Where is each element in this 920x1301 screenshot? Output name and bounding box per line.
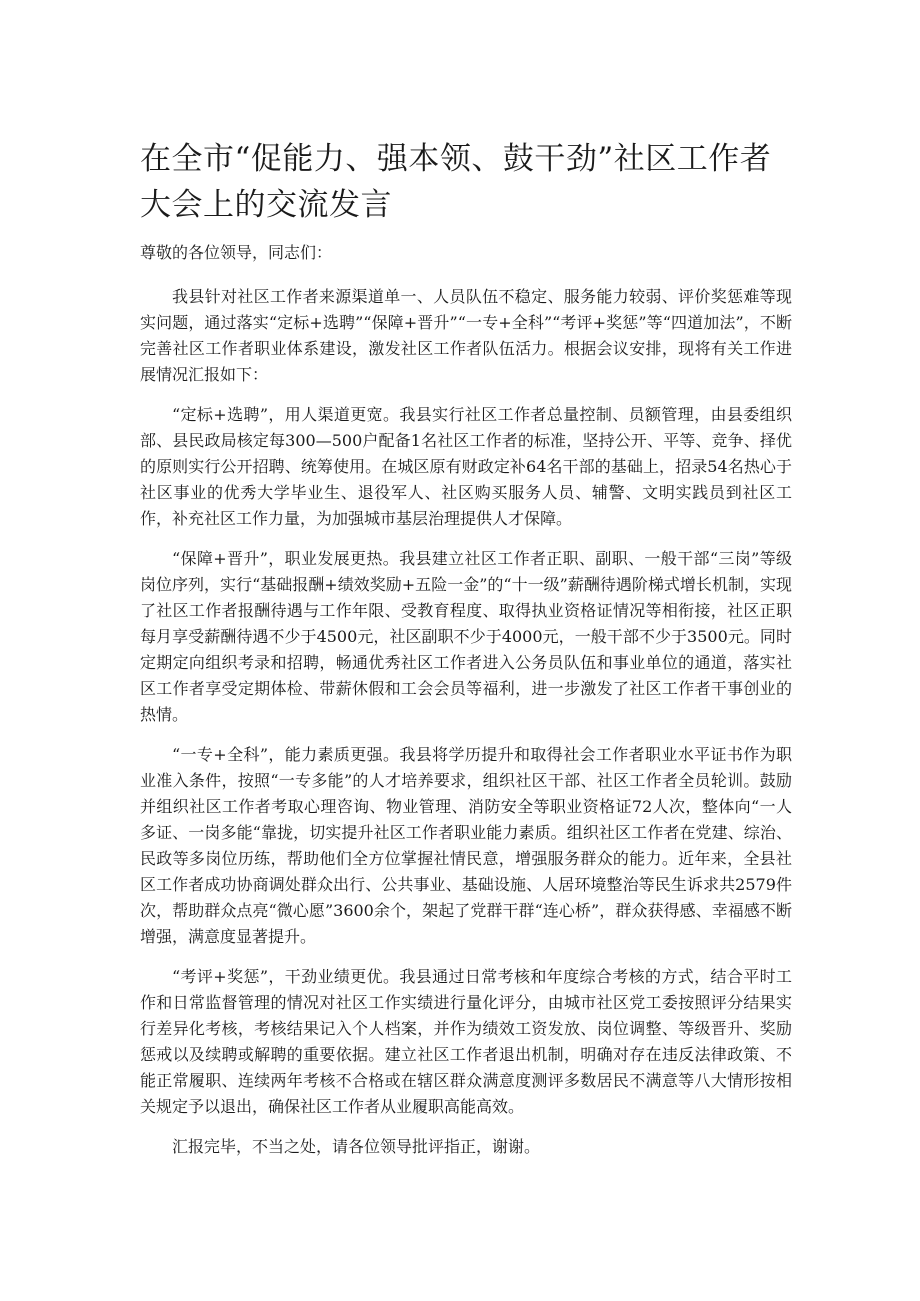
document-body [140, 240, 792, 1174]
paragraph-recruitment: “定标+选聘”，用人渠道更宽。我县实行社区工作者总量控制、员额管理，由县委组织部、县民政局核定每300—500户配备1名社区工作者的标准，坚持公开、平等、竞争、择优的原则实行公开招聘、统筹使用。在城区原有财政定补64名干部的基础上，招录54名热心于社区事业的优秀大学毕业生、退役军人、社区购买服务人员、辅警、文明实践员到社区工作，补充社区工作力量，为加强城市基层治理提供人才保障。 [140, 405, 792, 528]
paragraph-promotion: “保障+晋升”，职业发展更热。我县建立社区工作者正职、副职、一般干部“三岗”等级岗位序列，实行“基础报酬+绩效奖励+五险一金”的“十一级”薪酬待遇阶梯式增长机制，实现了社区工作者报酬待遇与工作年限、受教育程度、取得执业资格证情况等相衔接，社区正职每月享受薪酬待遇不少于4500元，社区副职不少于4000元，一般干部不少于3500元。同时定期定向组织考录和招聘，畅通优秀社区工作者进入公务员队伍和事业单位的通道，落实社区工作者享受定期体检、带薪休假和工会会员等福利，进一步激发了社区工作者干事创业的热情。 [140, 549, 792, 724]
document-title: 在全市“促能力、强本领、鼓干劲”社区工作者大会上的交流发言 [140, 141, 772, 223]
salutation: 尊敬的各位领导，同志们： [140, 243, 333, 262]
paragraph-capability: “一专+全科”，能力素质更强。我县将学历提升和取得社会工作者职业水平证书作为职业准入条件，按照“一专多能”的人才培养要求，组织社区干部、社区工作者全员轮训。鼓励并组织社区工作者考取心理咨询、物业管理、消防安全等职业资格证72人次，整体向“一人多证、一岗多能“靠拢，切实提升社区工作者职业能力素质。组织社区工作者在党建、综治、民政等多岗位历练，帮助他们全方位掌握社情民意，增强服务群众的能力。近年来，全县社区工作者成功协商调处群众出行、公共事业、基础设施、人居环境整治等民生诉求共2579件次，帮助群众点亮“微心愿”3600余个，架起了党群干群“连心桥”，群众获得感、幸福感不断增强，满意度显著提升。 [140, 745, 792, 946]
closing-remark: 汇报完毕，不当之处，请各位领导批评指正，谢谢。 [172, 1137, 541, 1156]
paragraph-intro: 我县针对社区工作者来源渠道单一、人员队伍不稳定、服务能力较弱、评价奖惩难等现实问题，通过落实“定标+选聘”“保障+晋升”“一专+全科”“考评+奖惩”等“四道加法”，不断完善社区工作者职业体系建设，激发社区工作者队伍活力。根据会议安排，现将有关工作进展情况汇报如下： [140, 287, 792, 384]
paragraph-evaluation: “考评+奖惩”，干劲业绩更优。我县通过日常考核和年度综合考核的方式，结合平时工作和日常监督管理的情况对社区工作实绩进行量化评分，由城市社区党工委按照评分结果实行差异化考核，考核结果记入个人档案，并作为绩效工资发放、岗位调整、等级晋升、奖励惩戒以及续聘或解聘的重要依据。建立社区工作者退出机制，明确对存在违反法律政策、不能正常履职、连续两年考核不合格或在辖区群众满意度测评多数居民不满意等八大情形按相关规定予以退出，确保社区工作者从业履职高能高效。 [140, 967, 792, 1116]
